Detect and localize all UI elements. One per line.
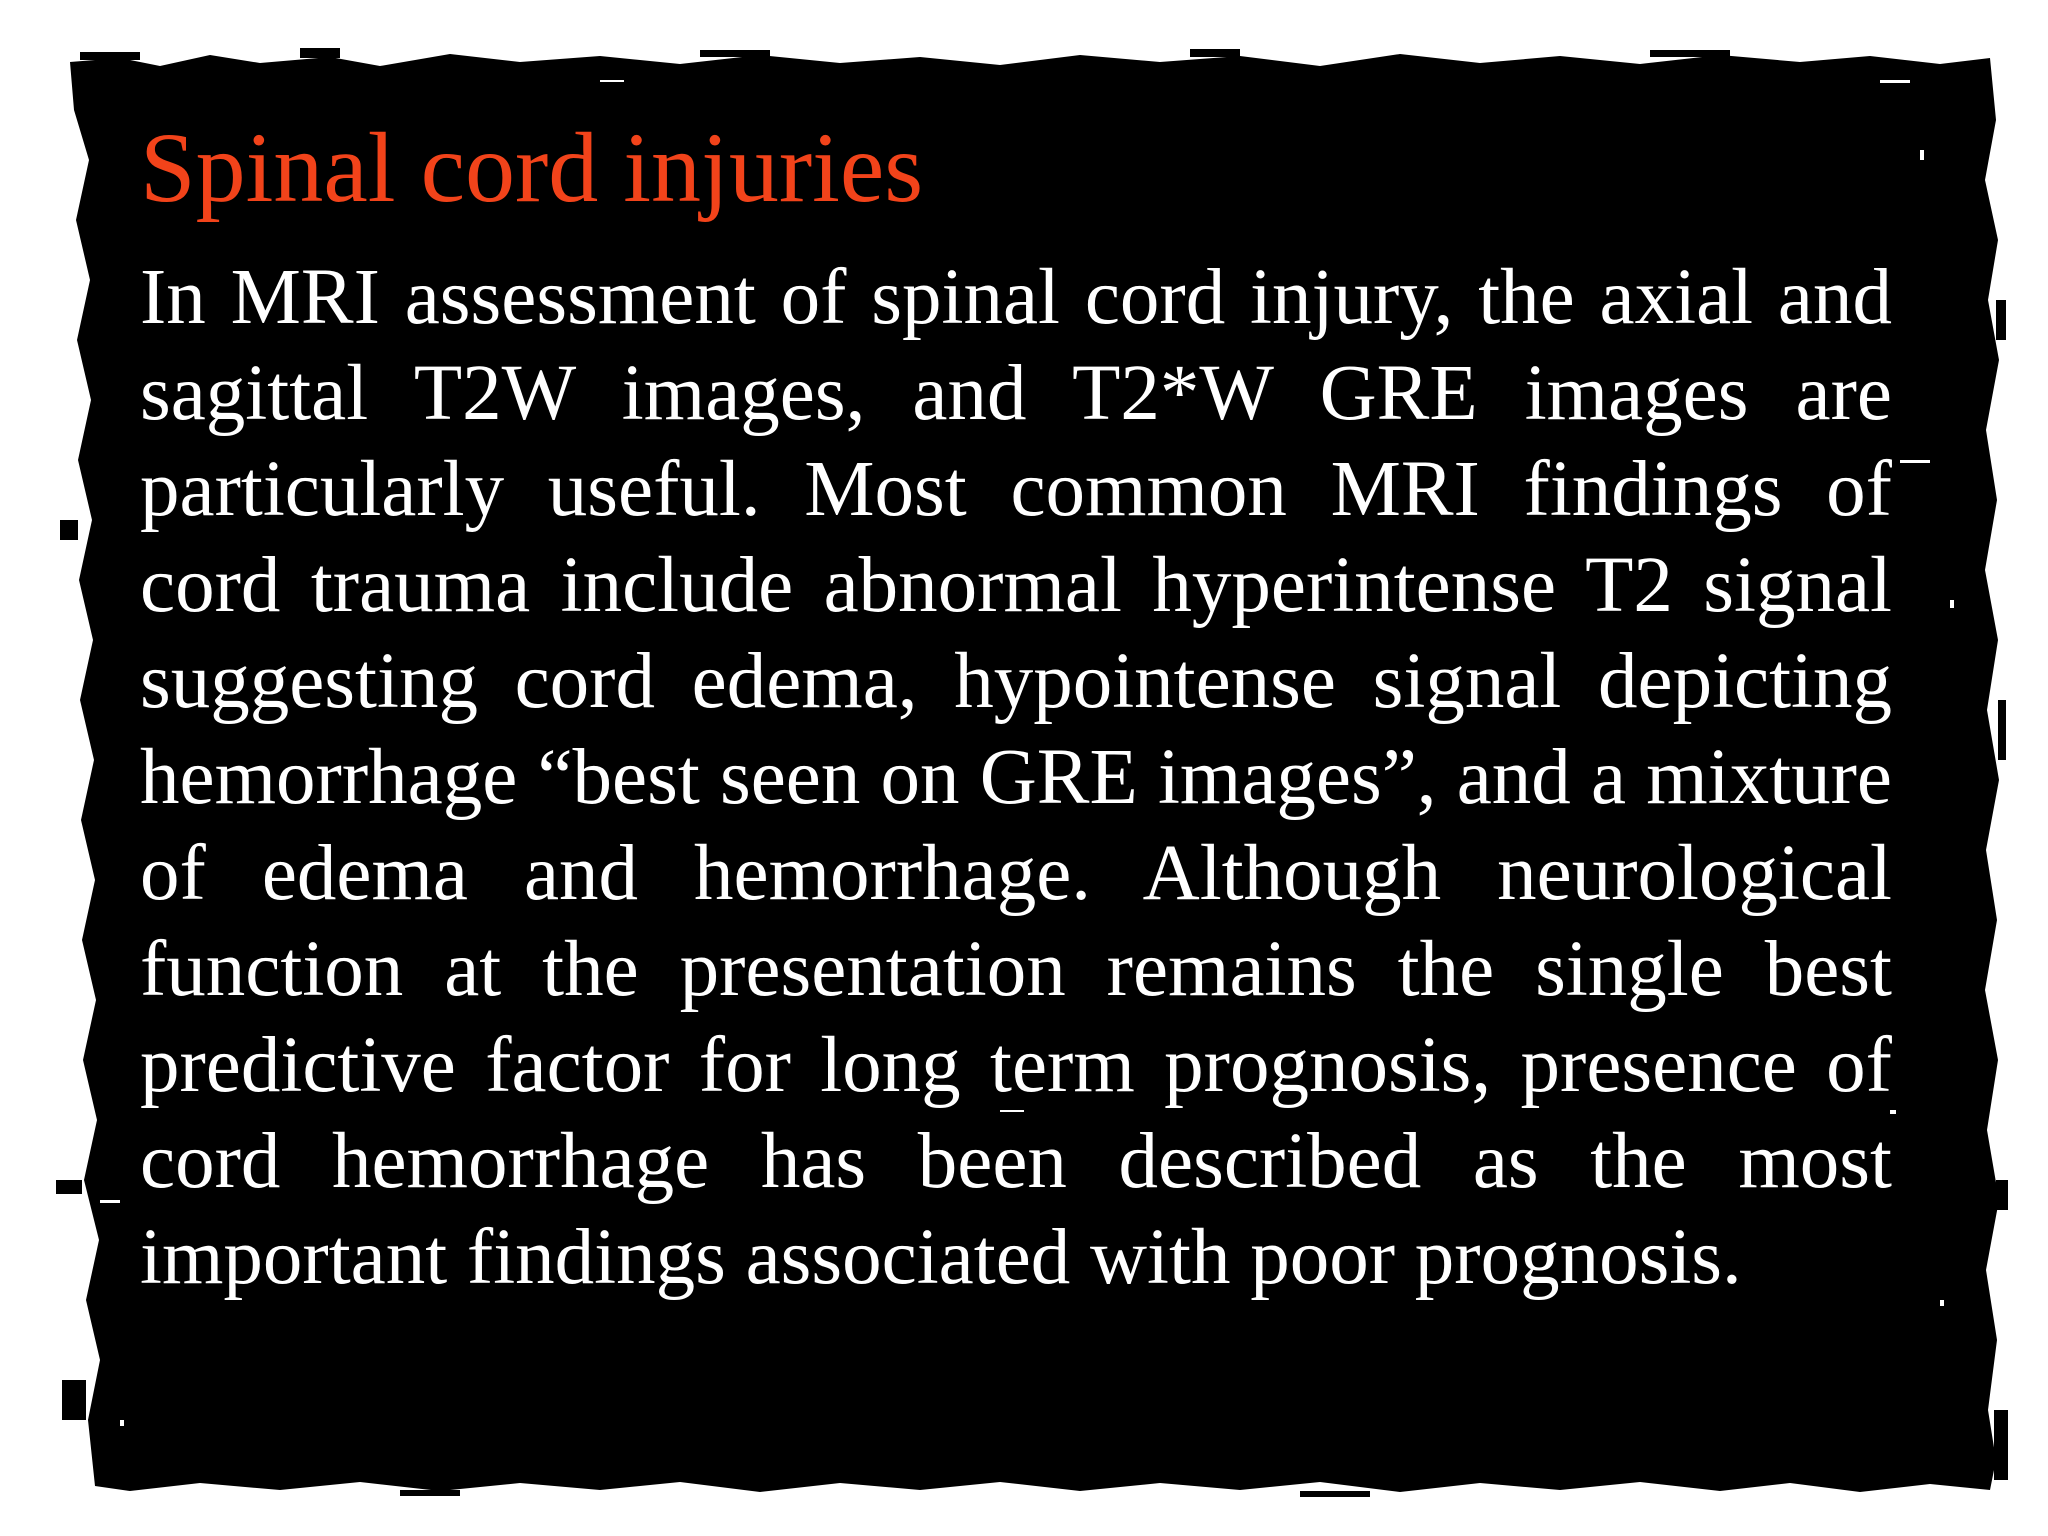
slide-content bbox=[140, 112, 1892, 1306]
slide-body-text: In MRI assessment of spinal cord injury, the axial and sagittal T2W images, and T2*W GRE images are particularly useful. Most common MRI findings of cord trauma include abnormal hyperintense T2 signal suggesting cord edema, hypointense signal depicting hemorrhage “best seen on GRE images”, and a mixture of edema and hemorrhage. Although neurological function at the presentation remains the single best predictive factor for long term prognosis, presence of cord hemorrhage has been described as the most important findings associated with poor prognosis. bbox=[140, 254, 1892, 1301]
slide-title: Spinal cord injuries bbox=[140, 112, 924, 223]
